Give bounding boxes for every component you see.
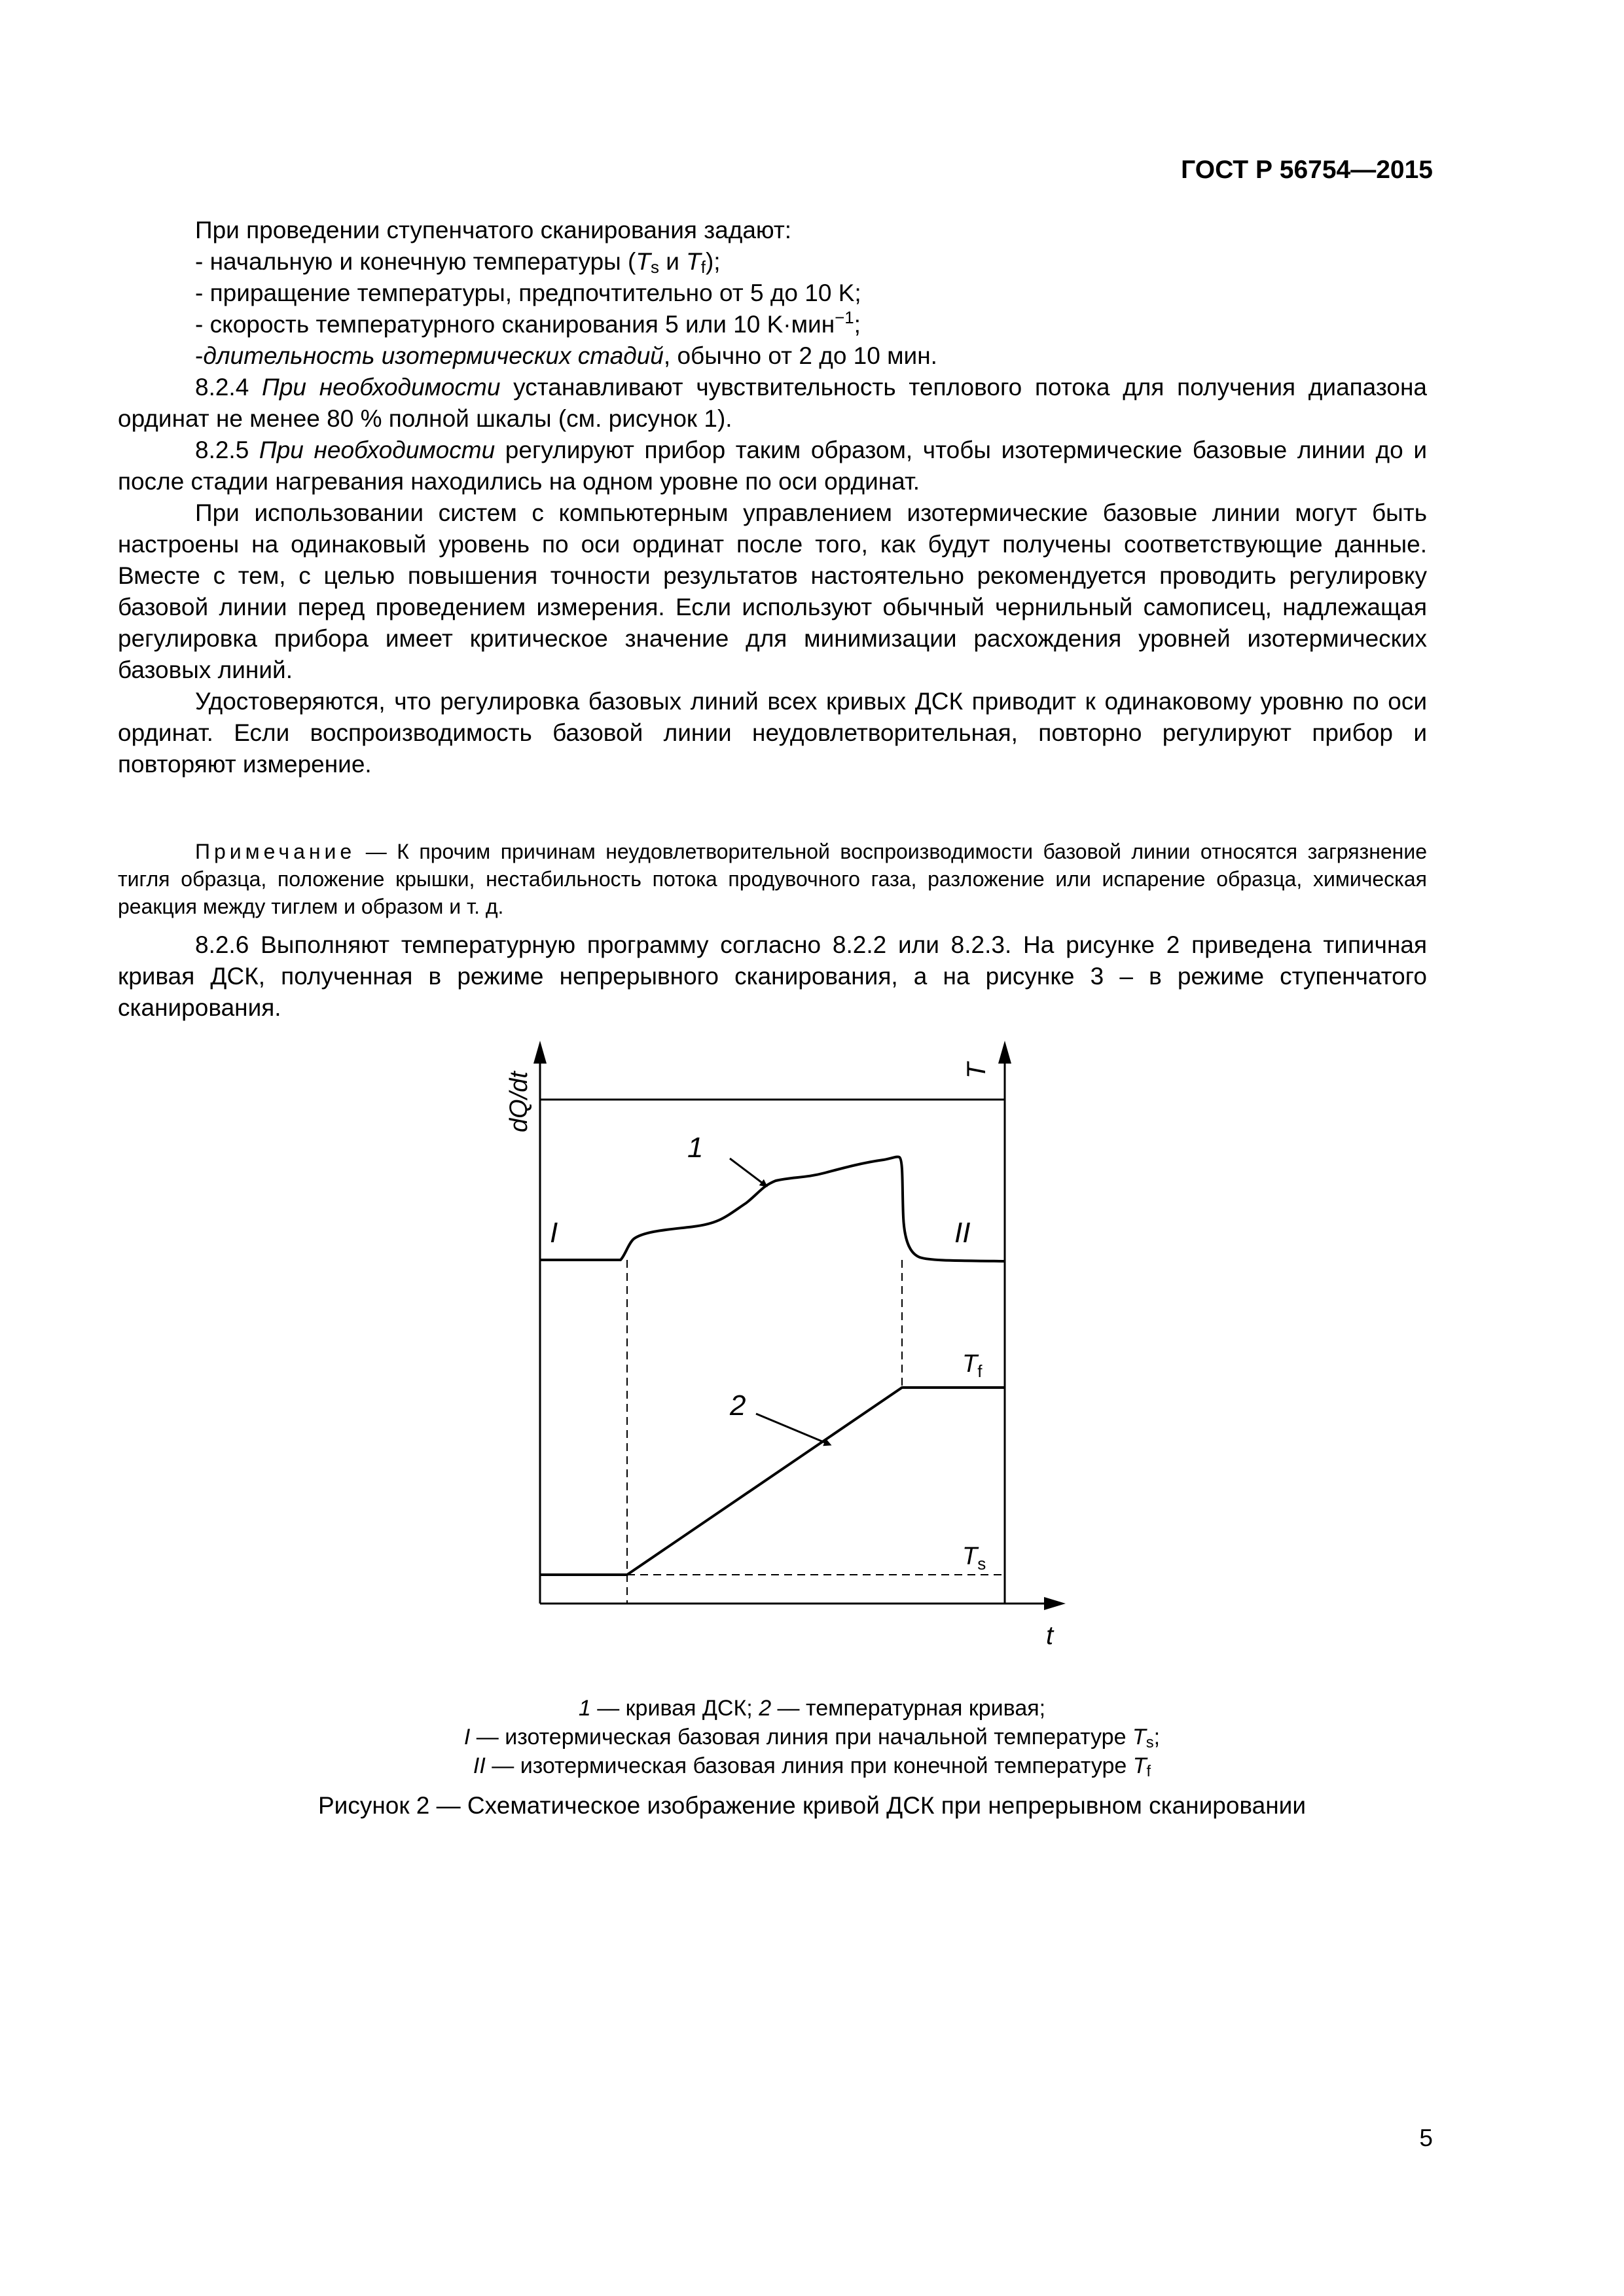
bullet-duration: -длительность изотермических стадий, обычно от 2 до 10 мин. <box>195 342 937 369</box>
temperature-curve <box>540 1388 1005 1575</box>
curve-2-label: 2 <box>730 1390 746 1422</box>
bullet-temperatures: - начальную и конечную температуры ($T_s$ и $T_f$); <box>195 248 721 278</box>
right-y-axis-arrow <box>998 1041 1011 1064</box>
y-left-axis-label: dQ/dt <box>505 1071 533 1132</box>
y-right-axis-label: T <box>962 1062 991 1079</box>
label-1-pointer <box>730 1158 765 1185</box>
intro-line: При проведении ступенчатого сканирования задают: <box>195 217 792 243</box>
note-label: Примечание <box>195 840 356 863</box>
left-y-axis-arrow <box>533 1041 547 1064</box>
bullet-increment: - приращение температуры, предпочтительно от 5 до 10 K; <box>195 279 861 306</box>
dsc-curve <box>540 1157 1005 1261</box>
Tf-label: $T_f$ <box>962 1350 983 1381</box>
document-id: ГОСТ Р 56754—2015 <box>1181 156 1433 184</box>
curve-1-label: 1 <box>687 1132 704 1164</box>
figure-caption: Рисунок 2 — Схематическое изображение кривой ДСК при непрерывном сканировании <box>317 1792 1307 1819</box>
note-text: — К прочим причинам неудовлетворительной воспроизводимости базовой линии относятся загрязнение тигля образца, положение крышки, нестабильность потока продувочного газа, разложение или испарение образца, химическая реакция между тиглем и образом и т. д. <box>118 840 1427 918</box>
figure-legend <box>0 1694 1624 1780</box>
legend-line-3: II — изотермическая базовая линия при конечной температуре $T_f$ <box>473 1753 1151 1780</box>
bullet-scan-rate: - скорость температурного сканирования 5 или 10 K·мин$^{-1}$; <box>195 308 861 338</box>
x-axis-label: t <box>1046 1621 1054 1650</box>
section-8-2-5: 8.2.5 При необходимости регулируют прибор таким образом, чтобы изотермические базовые линии до и после стадии нагревания находились на одном уровне по оси ординат. <box>118 437 1427 495</box>
label-2-pointer <box>756 1414 828 1444</box>
page-number: 5 <box>1419 2125 1433 2151</box>
legend-line-2: I — изотермическая базовая линия при начальной температуре $T_s$; <box>463 1725 1161 1751</box>
paragraph-verify-baseline: Удостоверяются, что регулировка базовых линий всех кривых ДСК приводит к одинаковому уровню по оси ординат. Если воспроизводимость базовой линии неудовлетворительная, повторно регулируют прибор и повторяют измерение. <box>118 688 1427 778</box>
section-8-2-4: 8.2.4 При необходимости устанавливают чувствительность теплового потока для получения диапазона ординат не менее 80 % полной шкалы (см. рисунок 1). <box>118 374 1427 432</box>
paragraph-computer-control: При использовании систем с компьютерным управлением изотермические базовые линии могут быть настроены на одинаковый уровень по оси ординат после того, как будут получены соответствующие данные. Вместе с тем, с целью повышения точности результатов настоятельно рекомендуется проводить регулировку базовой линии перед проведением измерения. Если используют обычный чернильный самописец, надлежащая регулировка прибора имеет критическое значение для минимизации расхождения уровней изотермических базовых линий. <box>118 499 1427 683</box>
baseline-II-label: II <box>954 1217 971 1249</box>
Ts-label: $T_s$ <box>962 1543 986 1573</box>
legend-line-1: 1 — кривая ДСК; 2 — температурная кривая; <box>578 1696 1046 1721</box>
baseline-I-label: I <box>550 1217 558 1249</box>
section-8-2-6: 8.2.6 Выполняют температурную программу согласно 8.2.2 или 8.2.3. На рисунке 2 приведена типичная кривая ДСК, полученная в режиме непрерывного сканирования, а на рисунке 3 – в режиме ступенчатого сканирования. <box>118 931 1427 1021</box>
x-axis-arrow <box>1044 1597 1066 1610</box>
